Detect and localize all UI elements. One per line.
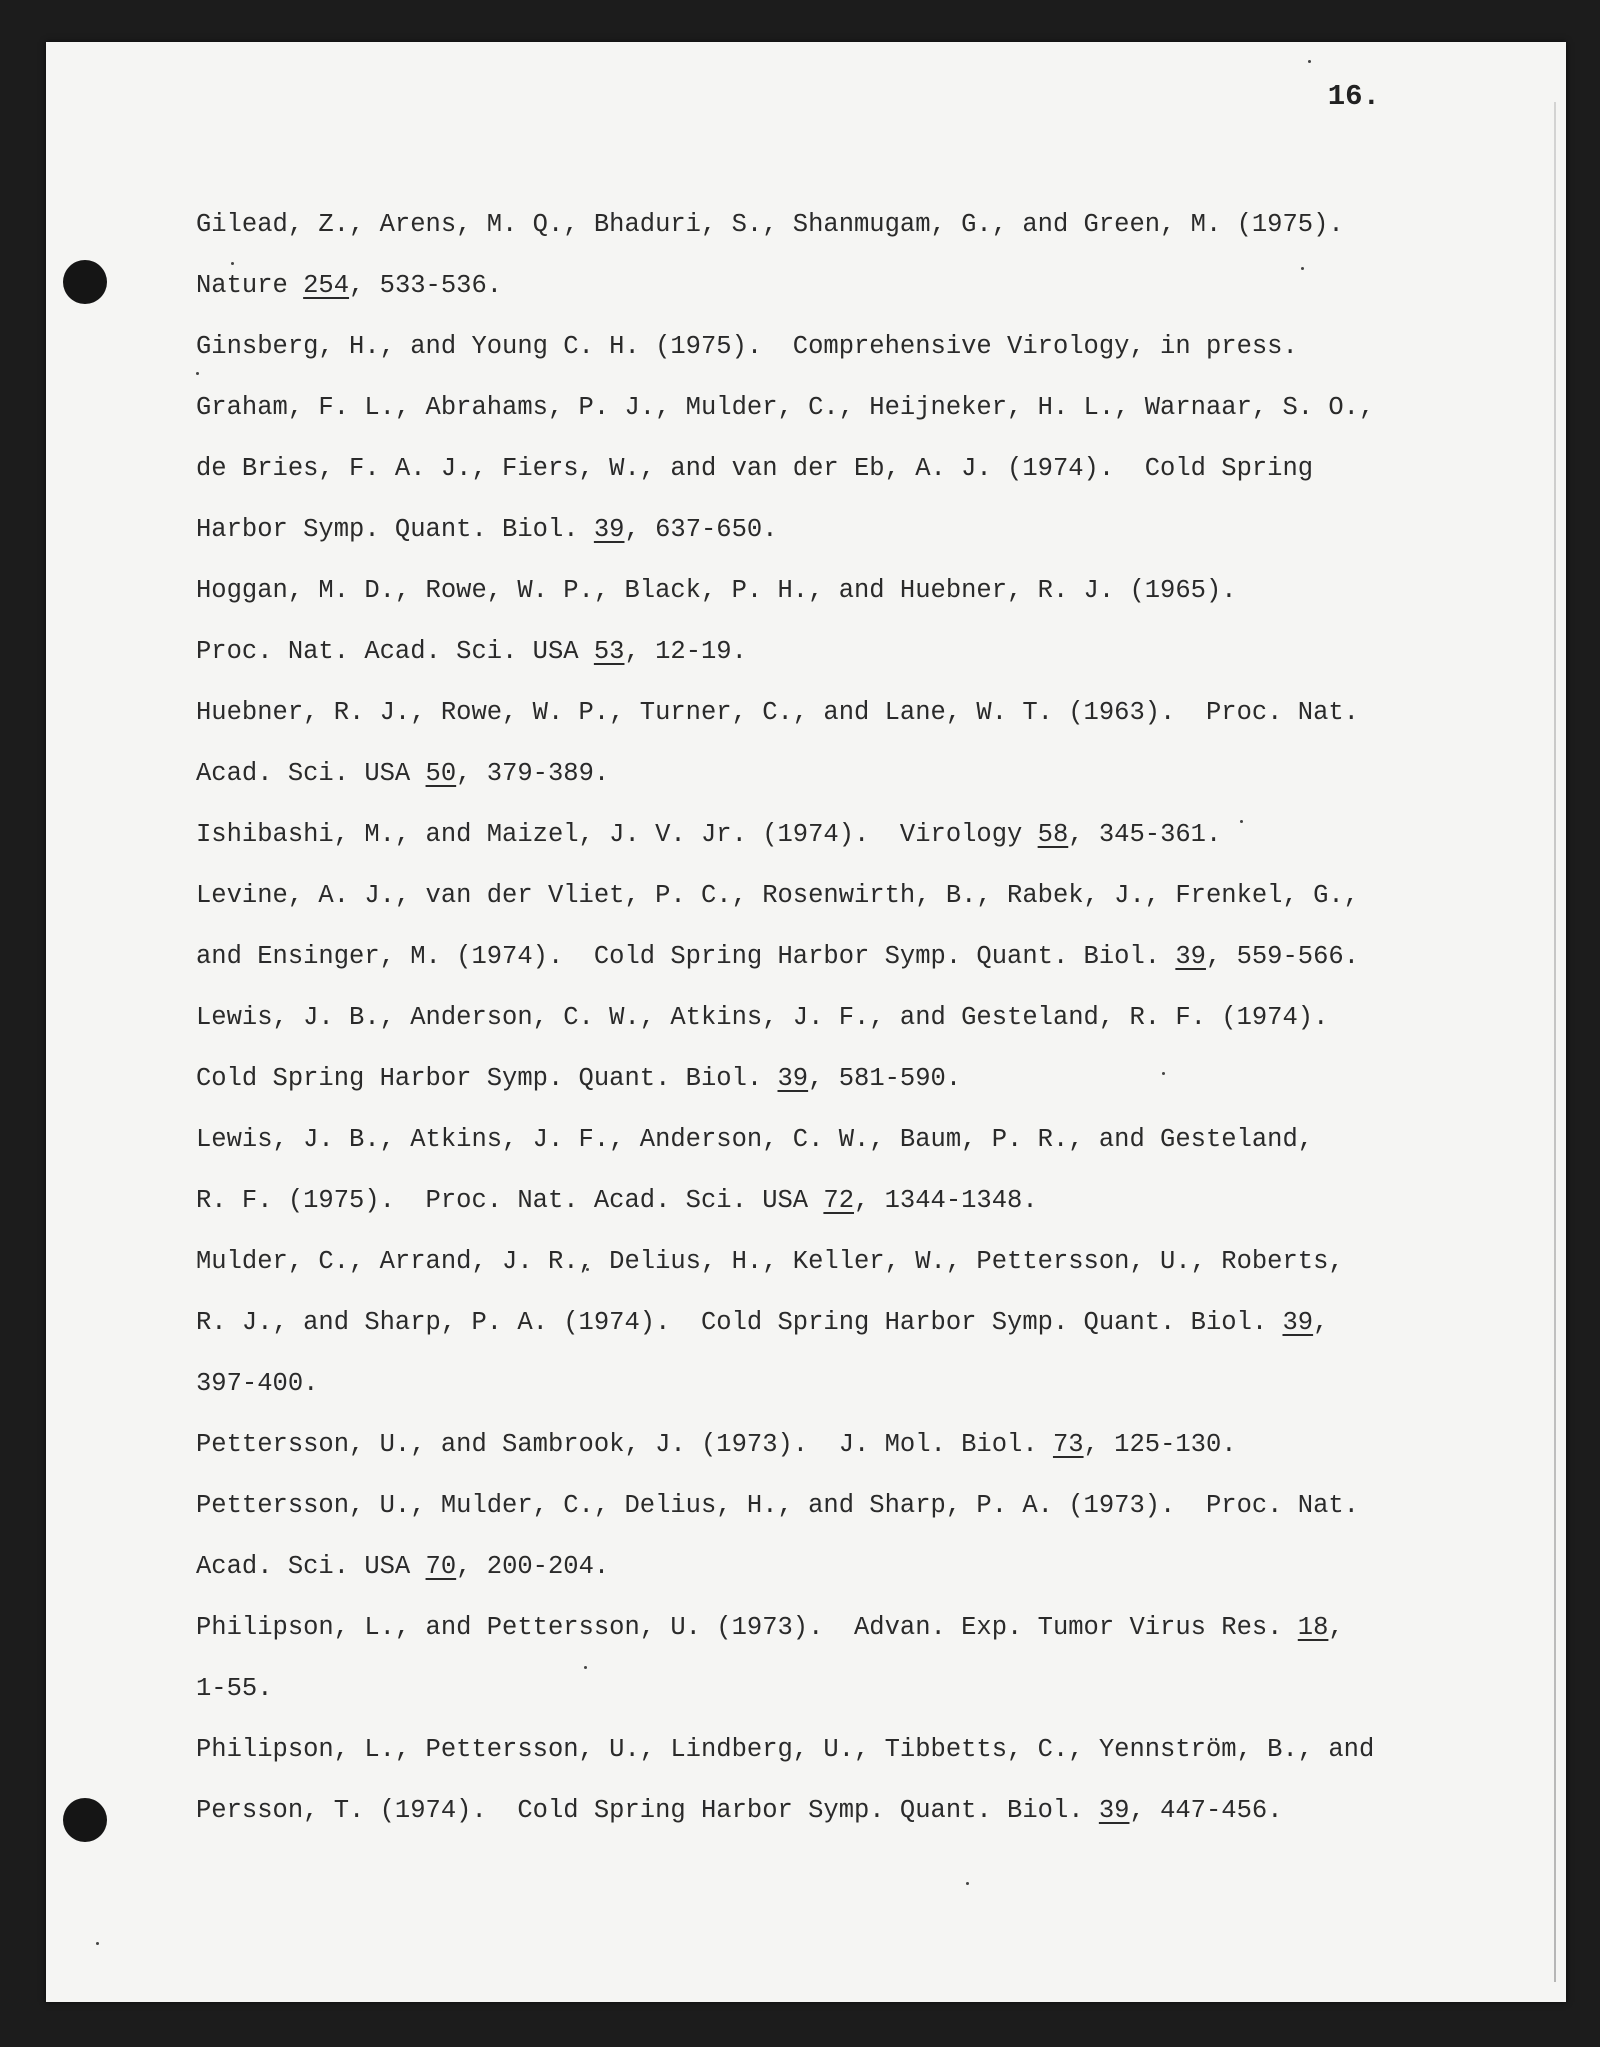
reference-line: Gilead, Z., Arens, M. Q., Bhaduri, S., Shanmugam, G., and Green, M. (1975). bbox=[196, 210, 1344, 239]
document-page bbox=[46, 42, 1566, 2002]
reference-line bbox=[196, 1292, 1406, 1353]
reference-line bbox=[196, 1048, 1406, 1109]
reference-line bbox=[196, 499, 1406, 560]
reference-text: R. J., and Sharp, P. A. (1974). Cold Spring Harbor Symp. Quant. Biol. bbox=[196, 1308, 1283, 1337]
volume-number: 50 bbox=[425, 759, 457, 788]
reference-line: Ginsberg, H., and Young C. H. (1975). Comprehensive Virology, in press. bbox=[196, 332, 1298, 361]
page-range: , 125-130. bbox=[1083, 1430, 1237, 1459]
page-range: , 447-456. bbox=[1129, 1796, 1283, 1825]
reference-line: Lewis, J. B., Anderson, C. W., Atkins, J. F., and Gesteland, R. F. (1974). bbox=[196, 1003, 1329, 1032]
volume-number: 39 bbox=[593, 515, 625, 544]
volume-number: 58 bbox=[1037, 820, 1069, 849]
page-range: , 200-204. bbox=[456, 1552, 610, 1581]
reference-text: R. F. (1975). Proc. Nat. Acad. Sci. USA bbox=[196, 1186, 824, 1215]
reference-entry bbox=[196, 1719, 1406, 1841]
reference-line bbox=[196, 621, 1406, 682]
reference-line: 1-55. bbox=[196, 1674, 273, 1703]
reference-line: Lewis, J. B., Atkins, J. F., Anderson, C. W., Baum, P. R., and Gesteland, bbox=[196, 1125, 1314, 1154]
reference-text: Ishibashi, M., and Maizel, J. V. Jr. (1974). Virology bbox=[196, 820, 1038, 849]
reference-entry bbox=[196, 1475, 1406, 1597]
reference-entry bbox=[196, 682, 1406, 804]
reference-line: Hoggan, M. D., Rowe, W. P., Black, P. H., and Huebner, R. J. (1965). bbox=[196, 576, 1237, 605]
page-range: , 559-566. bbox=[1205, 942, 1359, 971]
page-number: 16. bbox=[1327, 80, 1380, 113]
reference-text: Philipson, L., and Pettersson, U. (1973). Advan. Exp. Tumor Virus Res. bbox=[196, 1613, 1298, 1642]
reference-entry bbox=[196, 316, 1406, 377]
page-edge-shadow bbox=[1554, 102, 1556, 1982]
page-range: , 637-650. bbox=[624, 515, 778, 544]
page-range: , 581-590. bbox=[808, 1064, 962, 1093]
reference-line: Pettersson, U., Mulder, C., Delius, H., and Sharp, P. A. (1973). Proc. Nat. bbox=[196, 1491, 1359, 1520]
reference-text: Acad. Sci. USA bbox=[196, 759, 426, 788]
volume-number: 39 bbox=[1282, 1308, 1314, 1337]
reference-entry bbox=[196, 1597, 1406, 1719]
punch-hole-top bbox=[63, 260, 107, 304]
volume-number: 254 bbox=[303, 271, 350, 300]
volume-number: 18 bbox=[1297, 1613, 1329, 1642]
speck bbox=[1308, 60, 1311, 63]
volume-number: 72 bbox=[823, 1186, 855, 1215]
reference-text: Cold Spring Harbor Symp. Quant. Biol. bbox=[196, 1064, 778, 1093]
page-range: , 533-536. bbox=[349, 271, 503, 300]
page-range: , 1344-1348. bbox=[854, 1186, 1038, 1215]
reference-line bbox=[196, 926, 1406, 987]
reference-line: Mulder, C., Arrand, J. R., Delius, H., Keller, W., Pettersson, U., Roberts, bbox=[196, 1247, 1344, 1276]
reference-entry bbox=[196, 987, 1406, 1109]
reference-line bbox=[196, 1414, 1406, 1475]
reference-entry bbox=[196, 560, 1406, 682]
reference-entry bbox=[196, 1231, 1406, 1414]
punch-hole-bottom bbox=[63, 1798, 107, 1842]
volume-number: 39 bbox=[1175, 942, 1206, 971]
speck bbox=[966, 1882, 969, 1885]
reference-entry bbox=[196, 1109, 1406, 1231]
page-range: , bbox=[1313, 1308, 1329, 1337]
volume-number: 73 bbox=[1052, 1430, 1084, 1459]
reference-line bbox=[196, 255, 1406, 316]
reference-entry bbox=[196, 1414, 1406, 1475]
reference-text: Harbor Symp. Quant. Biol. bbox=[196, 515, 594, 544]
page-range: , 345-361. bbox=[1068, 820, 1222, 849]
reference-line bbox=[196, 743, 1406, 804]
reference-line: de Bries, F. A. J., Fiers, W., and van der Eb, A. J. (1974). Cold Spring bbox=[196, 454, 1314, 483]
page-range: , bbox=[1328, 1613, 1344, 1642]
reference-text: Pettersson, U., and Sambrook, J. (1973). J. Mol. Biol. bbox=[196, 1430, 1053, 1459]
volume-number: 39 bbox=[777, 1064, 809, 1093]
volume-number: 39 bbox=[1098, 1796, 1130, 1825]
reference-text: Persson, T. (1974). Cold Spring Harbor Symp. Quant. Biol. bbox=[196, 1796, 1099, 1825]
reference-entry bbox=[196, 194, 1406, 316]
reference-entry bbox=[196, 865, 1406, 987]
reference-line bbox=[196, 1780, 1406, 1841]
reference-entry bbox=[196, 804, 1406, 865]
reference-line: Huebner, R. J., Rowe, W. P., Turner, C., and Lane, W. T. (1963). Proc. Nat. bbox=[196, 698, 1359, 727]
reference-line: 397-400. bbox=[196, 1369, 319, 1398]
speck bbox=[96, 1942, 99, 1945]
reference-text: Nature bbox=[196, 271, 304, 300]
page-range: , 379-389. bbox=[456, 759, 610, 788]
reference-entry bbox=[196, 377, 1406, 560]
reference-line: Philipson, L., Pettersson, U., Lindberg, U., Tibbetts, C., Yennström, B., and bbox=[196, 1735, 1375, 1764]
page-range: , 12-19. bbox=[624, 637, 747, 666]
reference-text: and Ensinger, M. (1974). Cold Spring Harbor Symp. Quant. Biol. bbox=[196, 942, 1176, 971]
volume-number: 70 bbox=[425, 1552, 457, 1581]
reference-list bbox=[196, 194, 1406, 1841]
volume-number: 53 bbox=[593, 637, 625, 666]
reference-line bbox=[196, 804, 1406, 865]
reference-line: Levine, A. J., van der Vliet, P. C., Rosenwirth, B., Rabek, J., Frenkel, G., bbox=[196, 881, 1359, 910]
reference-text: Acad. Sci. USA bbox=[196, 1552, 426, 1581]
reference-line bbox=[196, 1536, 1406, 1597]
reference-line: Graham, F. L., Abrahams, P. J., Mulder, C., Heijneker, H. L., Warnaar, S. O., bbox=[196, 393, 1375, 422]
reference-line bbox=[196, 1170, 1406, 1231]
reference-text: Proc. Nat. Acad. Sci. USA bbox=[196, 637, 594, 666]
reference-line bbox=[196, 1597, 1406, 1658]
